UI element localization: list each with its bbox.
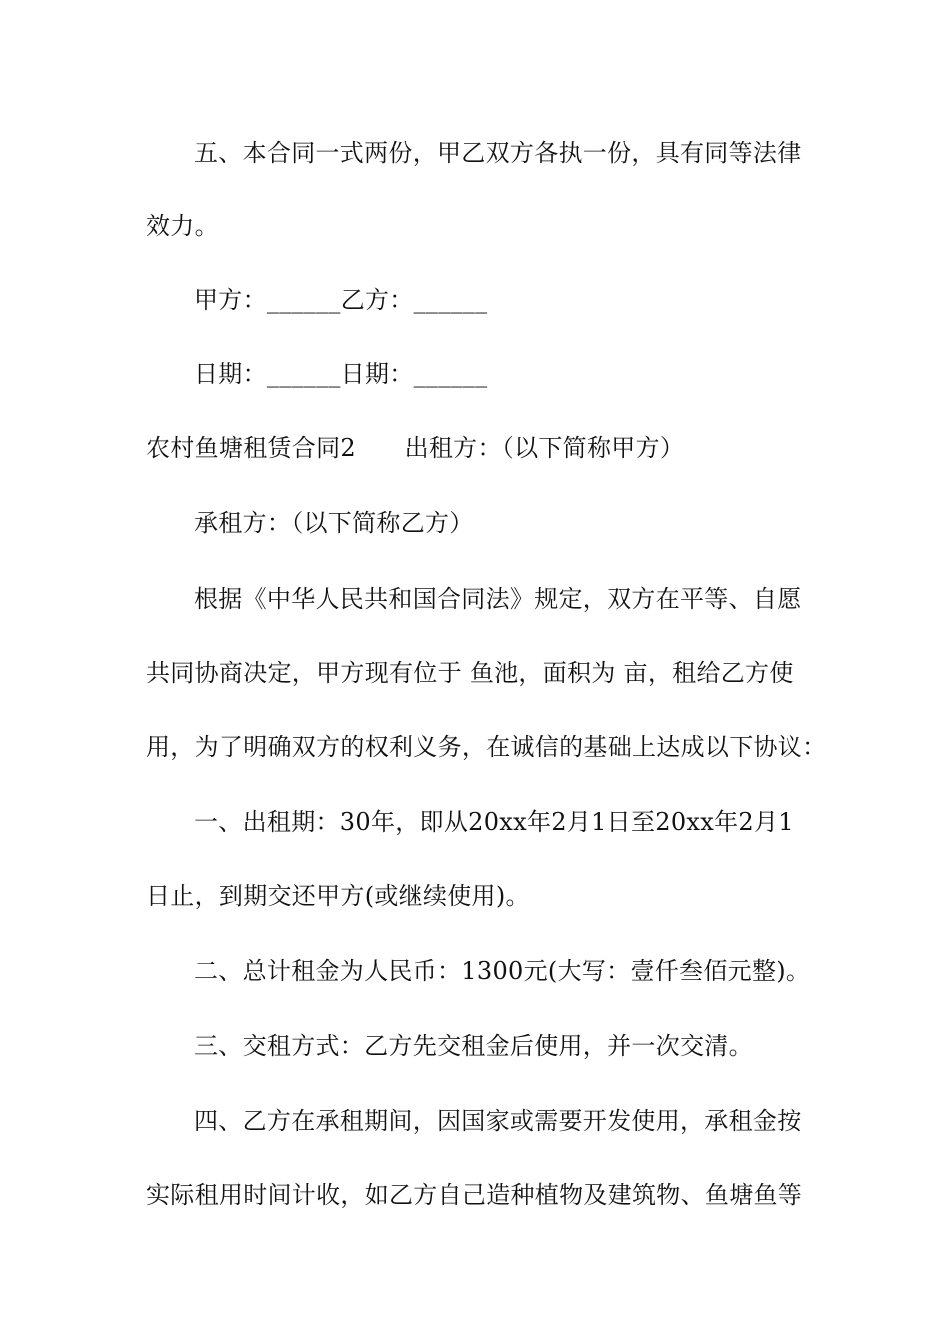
clause-five-line-1: 五、本合同一式两份，甲乙双方各执一份，具有同等法律 [194, 139, 802, 167]
lessee-line: 承租方：（以下简称乙方） [194, 509, 474, 537]
clause-four-line-2: 实际租用时间计收，如乙方自己造种植物及建筑物、鱼塘鱼等 [146, 1181, 803, 1209]
clause-one-line-2: 日止，到期交还甲方(或继续使用)。 [146, 882, 530, 910]
contract-title-and-lessor: 农村鱼塘租赁合同2 出租方：（以下简称甲方） [146, 434, 685, 462]
clause-two-line: 二、总计租金为人民币：1300元(大写：壹仟叁佰元整)。 [194, 957, 811, 985]
clause-one-line-1: 一、出租期：30年，即从20xx年2月1日至20xx年2月1 [194, 808, 794, 836]
preamble-line-2: 共同协商决定，甲方现有位于 鱼池，面积为 亩，租给乙方使 [146, 659, 794, 687]
signature-date-line: 日期：______日期：______ [194, 360, 488, 388]
clause-five-line-2: 效力。 [146, 212, 219, 240]
preamble-line-1: 根据《中华人民共和国合同法》规定，双方在平等、自愿 [194, 585, 802, 613]
preamble-line-3: 用，为了明确双方的权利义务，在诚信的基础上达成以下协议： [146, 733, 827, 761]
signature-party-line: 甲方：______乙方：______ [194, 286, 488, 314]
clause-three-line: 三、交租方式：乙方先交租金后使用，并一次交清。 [194, 1032, 753, 1060]
clause-four-line-1: 四、乙方在承租期间，因国家或需要开发使用，承租金按 [194, 1107, 802, 1135]
